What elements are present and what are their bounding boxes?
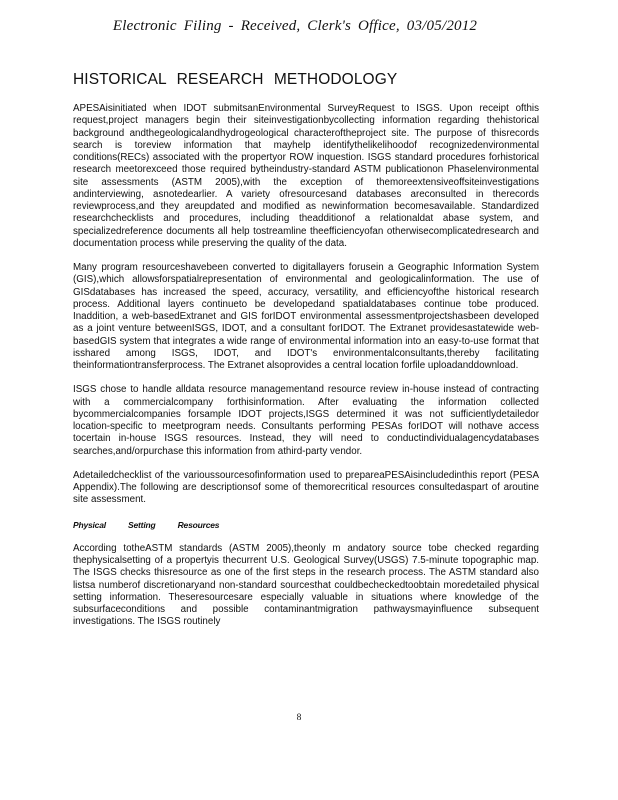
page-number: 8 [296, 713, 302, 723]
subheading-physical-setting: Physical Setting Resources [73, 519, 220, 530]
paragraph-astm-standards: According totheASTM standards (ASTM 2005),theonly m andatory source tobe checked regarding thephysicalsetting of a propertyis thecurrent U.S. Geological Survey(USGS) 7.5-minute topographic map. The ISGS checks thisresource as one of the first steps in the research process. The ASTM standard also listsa numberof discretionaryand non-standard sourcesthat couldbecheckedtoobtain moredetailed physical setting information. Theseresourcesare especially valuable in situations where knowledge of the subsurfaceconditions and possible contaminantmigration pathwaysmayinfluence subsequent investigations. The ISGS routinely [73, 542, 539, 628]
body-text [73, 103, 539, 641]
paragraph-checklist: Adetailedchecklist of the varioussourcesofinformation used to prepareaPESAisincludedinthis report (PESA Appendix).The following are descriptionsof some of themorecritical resources consultedaspart of aroutine site assessment. [73, 469, 539, 506]
paragraph-gis-resources: Many program resourceshavebeen converted to digitallayers forusein a Geographic Information System (GIS),which allowsforspatialrepresentation of environmental and geologicalinformation. The use of GISdatabases has increased the speed, accuracy, versatility, and efficiencyofthe historical research process. Additional layers continueto be developedand spatialdatabases continue tobe produced. Inaddition, a web-basedExtranet and GIS forIDOT environmental assessmentprojectshasbeen developed as a joint venture betweenISGS, IDOT, and a consultant forIDOT. The Extranet providesastatewide web-basedGIS system that integrates a wide range of environmental information into an easy-to-use format that isshared among ISGS, IDOT, and IDOT's environmentalconsultants,thereby facilitating theinformationtransferprocess. The Extranet alsoprovides a central location forfile uploadanddownload. [73, 262, 539, 371]
section-title: HISTORICAL RESEARCH METHODOLOGY [73, 71, 398, 88]
filing-stamp-header: Electronic Filing - Received, Clerk's Office, 03/05/2012 [112, 18, 478, 34]
paragraph-records-search: APESAisinitiated when IDOT submitsanEnvironmental SurveyRequest to ISGS. Upon receipt ofthis request,project managers begin their siteinvestigationbycollecting information regarding thehistorical background andthegeologicalandhydrogeological characteroftheproject site. The purpose of thisrecords search is toreview information that mayhelp identifythelikelihoodof recognizedenvironmental conditions(RECs) associated with the propertyor ROW inquestion. ISGS standard procedures forhistorical research meetorexceed those required bytheindustry-standard ASTM publicationon Phaselenvironmental site assessments (ASTM 2005),with the exception of themoreextensiveoffsiteinvestigations andinterviewing, asnotedearlier. A variety ofresourcesand databases areconsulted in therecords reviewprocess,and they areupdated and modified as newinformation becomesavailable. Standardized researchchecklists and procedures, including theadditionof a relationaldat abase system, and specializedreference documents all help tostreamline theefficiencyofan otherwisecomplicatedresearch and documentation process while preserving the quality of the data. [73, 103, 539, 249]
paragraph-in-house-review: ISGS chose to handle alldata resource managementand resource review in-house instead of contracting with a commercialcompany forthisinformation. After evaluating the information collected bycommercialcompanies forsample IDOT projects,ISGS determined it was not sufficientlydetailedor location-specific to meetprogram needs. Consultants performing PESAs forIDOT will nothave access tocertain in-house ISGS resources. Instead, they will need to conductindividualagencydatabases searches,and/orpurchase this information from athird-party vendor. [73, 384, 539, 457]
